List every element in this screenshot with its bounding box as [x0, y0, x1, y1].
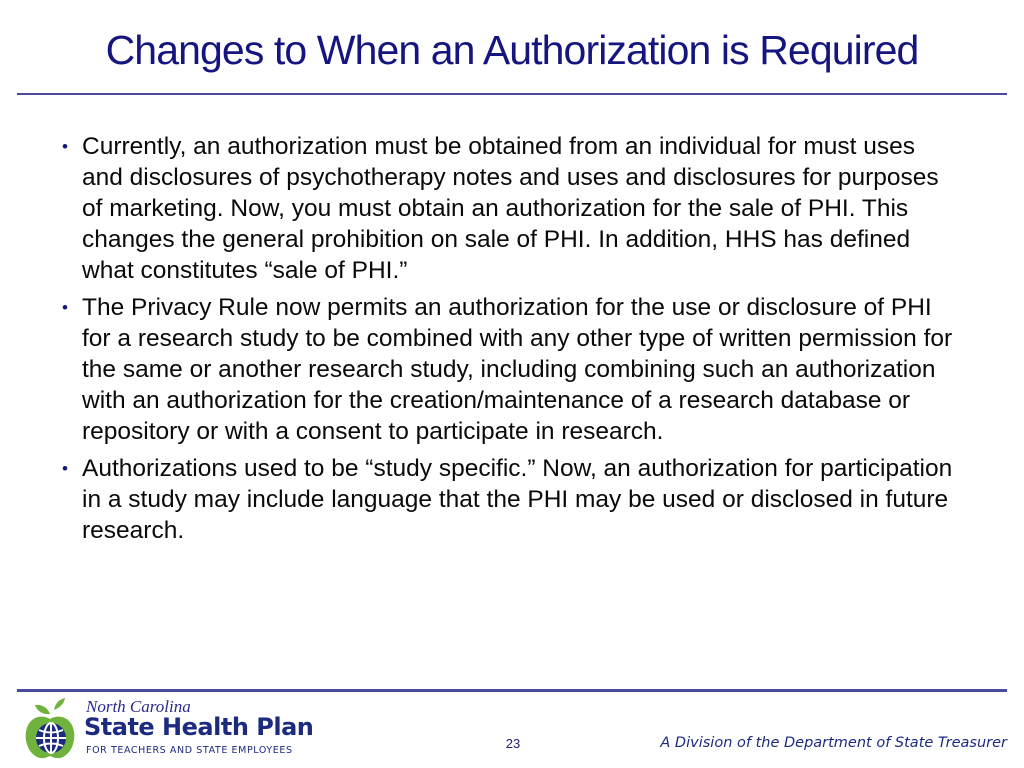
- page-number: 23: [505, 736, 521, 751]
- logo-script-text: North Carolina: [86, 697, 191, 716]
- logo-tagline: FOR TEACHERS AND STATE EMPLOYEES: [86, 745, 293, 756]
- state-health-plan-logo: [17, 697, 314, 763]
- bullet-item: [60, 131, 960, 286]
- bullet-text: The Privacy Rule now permits an authorization for the use or disclosure of PHI for a research study to be combined with any other type of written permission for the same or another research study, including combining such an authorization with an authorization for the creation/maintenance of a research database or repository or with a consent to participate in research.: [82, 294, 953, 445]
- bullet-item: [60, 453, 960, 546]
- bullet-dot-icon: •: [62, 137, 68, 156]
- bullet-text: Currently, an authorization must be obtained from an individual for must uses and disclosures of psychotherapy notes and uses and disclosures for purposes of marketing. Now, you must obtain an authorization for the sale of PHI. This changes the general prohibition on sale of PHI. In addition, HHS has defined what constitutes “sale of PHI.”: [82, 133, 939, 284]
- bullet-dot-icon: •: [62, 298, 68, 317]
- bullet-text: Authorizations used to be “study specific.” Now, an authorization for participation in a study may include language that the PHI may be used or disclosed in future research.: [82, 455, 953, 544]
- division-text: A Division of the Department of State Treasurer: [660, 735, 1007, 751]
- logo-main-text: State Health Plan: [84, 713, 314, 741]
- bullet-dot-icon: •: [62, 459, 68, 478]
- title-divider: [17, 93, 1007, 95]
- slide-title: Changes to When an Authorization is Required: [105, 27, 919, 73]
- footer-divider: [17, 689, 1007, 692]
- apple-globe-icon: [17, 697, 81, 761]
- bullet-list: [60, 131, 960, 552]
- bullet-item: [60, 292, 960, 447]
